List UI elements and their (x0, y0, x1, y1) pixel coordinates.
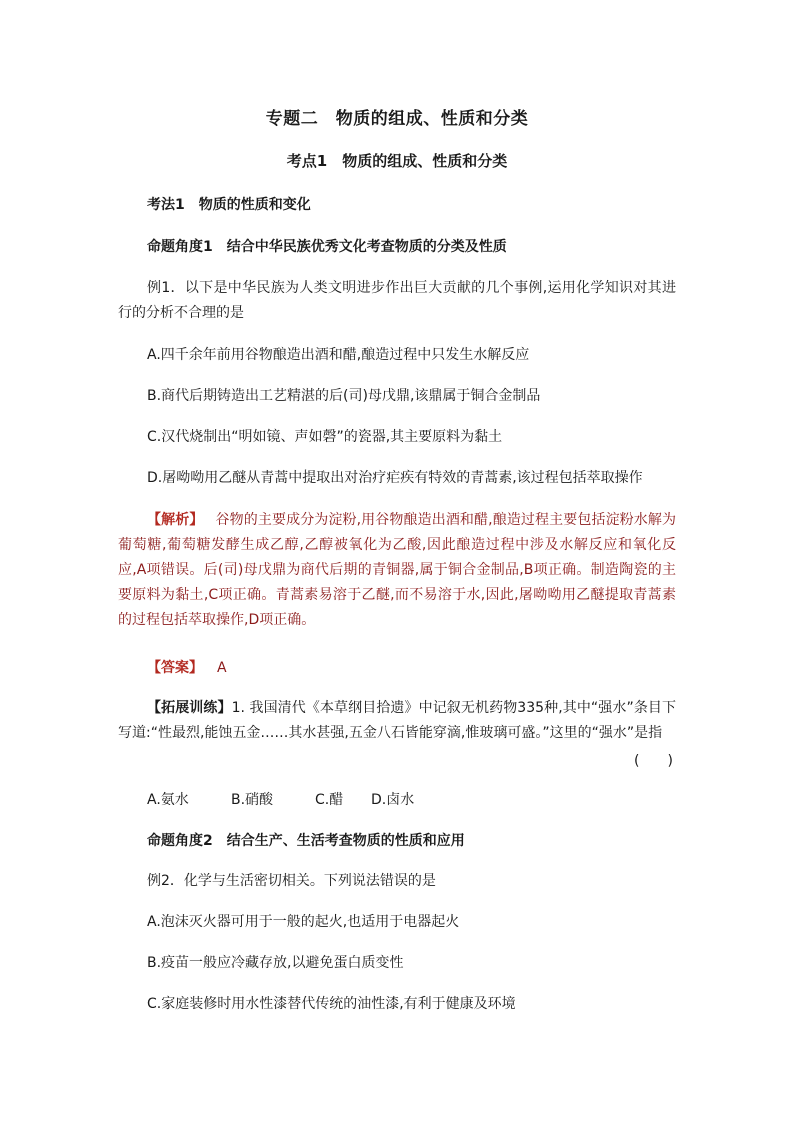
extension-block (118, 696, 676, 746)
example-1-option-c: C.汉代烧制出“明如镜、声如磬”的瓷器,其主要原料为黏土 (147, 429, 503, 445)
example-1-option-a: A.四千余年前用谷物酿造出酒和醋,酿造过程中只发生水解反应 (147, 347, 530, 363)
example-2-stem: 例2．化学与生活密切相关。下列说法错误的是 (147, 873, 436, 889)
angle-heading-1: 命题角度1 结合中华民族优秀文化考查物质的分类及性质 (147, 239, 507, 255)
extension-option-c: C.醋 (315, 792, 344, 808)
answer-block (147, 658, 677, 678)
analysis-text: 谷物的主要成分为淀粉,用谷物酿造出酒和醋,酿造过程主要包括淀粉水解为葡萄糖,葡萄糖发酵生成乙醇,乙醇被氧化为乙酸,因此酿造过程中涉及水解反应和氧化反应,A项错误。后(司)母戊鼎为商代后期的青铜器,属于铜合金制品,B项正确。制造陶瓷的主要原料为黏土,C项正确。青蒿素易溶于乙醚,而不易溶于水,因此,屠呦呦用乙醚提取青蒿素的过程包括萃取操作,D项正确。 (118, 512, 676, 628)
answer-bracket: ( ) (634, 753, 673, 769)
angle-heading-2: 命题角度2 结合生产、生活考查物质的性质和应用 (147, 833, 465, 849)
section-subtitle: 考点1 物质的组成、性质和分类 (286, 152, 508, 170)
extension-option-d: D.卤水 (371, 792, 415, 808)
example-2-option-c: C.家庭装修时用水性漆替代传统的油性漆,有利于健康及环境 (147, 996, 516, 1012)
analysis-block (118, 508, 676, 633)
example-1-option-b: B.商代后期铸造出工艺精湛的后(司)母戊鼎,该鼎属于铜合金制品 (147, 388, 541, 404)
extension-option-a: A.氨水 (147, 792, 189, 808)
example-2-option-b: B.疫苗一般应冷藏存放,以避免蛋白质变性 (147, 955, 404, 971)
example-1-stem: 例1．以下是中华民族为人类文明进步作出巨大贡献的几个事例,运用化学知识对其进行的分析不合理的是 (118, 280, 676, 321)
method-heading: 考法1 物质的性质和变化 (147, 197, 311, 213)
extension-option-b: B.硝酸 (231, 792, 274, 808)
extension-label: 【拓展训练】 (147, 700, 232, 716)
page-title: 专题二 物质的组成、性质和分类 (265, 109, 529, 129)
example-2-option-a: A.泡沫灭火器可用于一般的起火,也适用于电器起火 (147, 914, 460, 930)
analysis-label: 【解析】 (147, 512, 204, 528)
extension-options (147, 790, 677, 810)
answer-label: 【答案】 (147, 660, 203, 676)
example-1-option-d: D.屠呦呦用乙醚从青蒿中提取出对治疗疟疾有特效的青蒿素,该过程包括萃取操作 (147, 470, 643, 486)
extension-text: 1. 我国清代《本草纲目拾遗》中记叙无机药物335种,其中“强水”条目下写道:“性最烈,能蚀五金……其水甚强,五金八石皆能穿滴,惟玻璃可盛。”这里的“强水”是指 (118, 700, 677, 741)
answer-value: A (217, 660, 227, 676)
